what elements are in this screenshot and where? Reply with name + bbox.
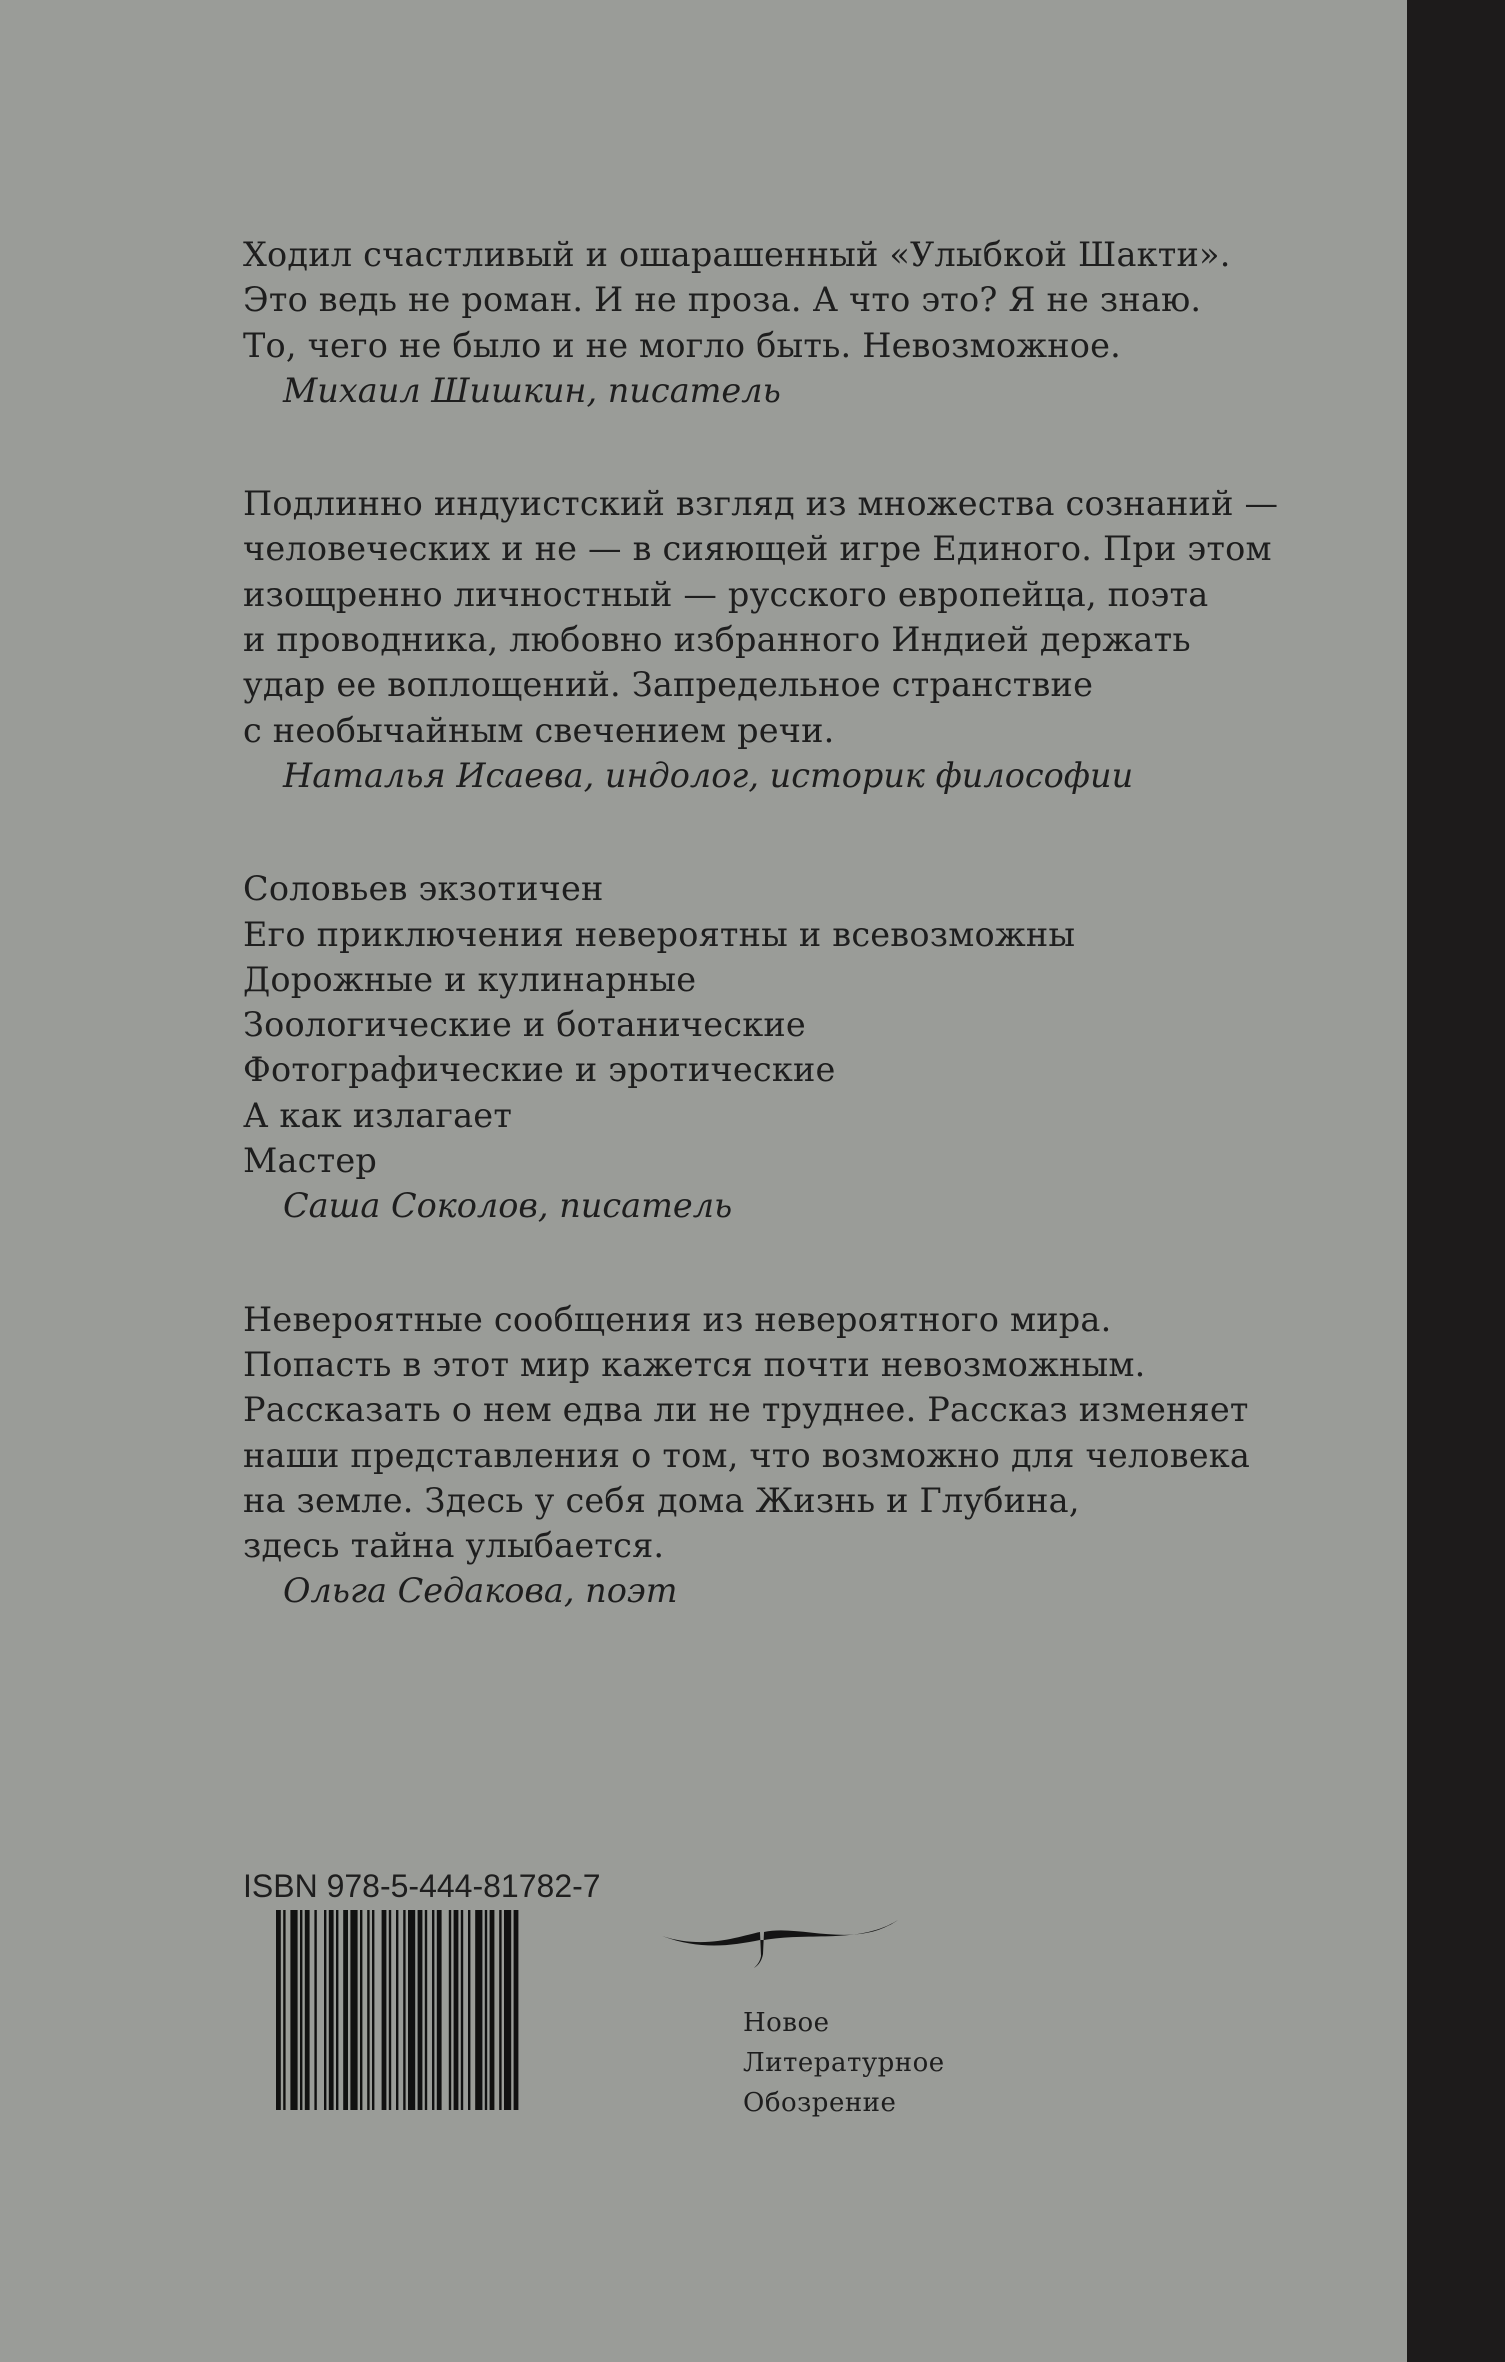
blurb-line: То, чего не было и не могло быть. Невозможное.	[243, 325, 1121, 365]
barcode-bar	[276, 1910, 281, 2110]
blurb-line: Подлинно индуистский взгляд из множества сознаний —	[243, 484, 1279, 524]
publisher-logo-icon	[660, 1910, 900, 1970]
blurb-line: на земле. Здесь у себя дома Жизнь и Глубина,	[243, 1480, 1080, 1520]
blurb-line: Ходил счастливый и ошарашенный «Улыбкой Шакти».	[243, 235, 1231, 274]
barcode-bar	[468, 1910, 470, 2110]
barcode-bar	[305, 1910, 310, 2110]
blurb-line: Соловьев экзотичен	[243, 869, 604, 909]
barcode-bar	[485, 1910, 487, 2110]
blurb-line: Зоологические и ботанические	[243, 1005, 806, 1045]
blurb-line: Рассказать о нем едва ли не труднее. Рассказ изменяет	[243, 1390, 1249, 1430]
barcode-bar	[437, 1910, 442, 2110]
barcode-bar	[300, 1910, 302, 2110]
barcode-bar	[336, 1910, 338, 2110]
barcode-bar	[396, 1910, 398, 2110]
blurb-line: человеческих и не — в сияющей игре Единого. При этом	[243, 529, 1272, 569]
barcode-bar	[475, 1910, 482, 2110]
barcode-bar	[290, 1910, 297, 2110]
barcode-bar	[408, 1910, 415, 2110]
blurb-1	[243, 232, 1363, 413]
barcode	[276, 1910, 590, 2110]
barcode-bar	[403, 1910, 405, 2110]
blurb-line: Дорожные и кулинарные	[243, 959, 697, 999]
blurbs	[243, 232, 1363, 1682]
blurb-line: Невероятные сообщения из невероятного мира.	[243, 1299, 1112, 1339]
barcode-bar	[314, 1910, 316, 2110]
barcode-bar	[418, 1910, 423, 2110]
barcode-bar	[283, 1910, 285, 2110]
barcode-bar	[389, 1910, 391, 2110]
barcode-bar	[504, 1910, 511, 2110]
blurb-3	[243, 866, 1363, 1228]
barcode-bar	[367, 1910, 369, 2110]
barcode-bar	[382, 1910, 387, 2110]
blurb-line: А как излагает	[243, 1095, 513, 1135]
blurb-line: изощренно личностный — русского европейца, поэта	[243, 574, 1209, 614]
barcode-bar	[343, 1910, 348, 2110]
blurb-line: Его приключения невероятны и всевозможны	[243, 914, 1076, 954]
barcode-bar	[454, 1910, 459, 2110]
barcode-bar	[490, 1910, 495, 2110]
blurb-line: Фотографические и эротические	[243, 1050, 836, 1090]
blurb-author: Михаил Шишкин, писатель	[283, 370, 781, 410]
barcode-bar	[425, 1910, 427, 2110]
publisher-name-line-2: Литературное	[743, 2048, 945, 2078]
blurb-4	[243, 1297, 1363, 1614]
blurb-line: Это ведь не роман. И не проза. А что это? Я не знаю.	[243, 280, 1202, 320]
barcode-bar	[461, 1910, 463, 2110]
publisher-name	[743, 2003, 945, 2123]
blurb-author: Саша Соколов, писатель	[283, 1186, 733, 1226]
blurb-line: с необычайным свечением речи.	[243, 710, 835, 750]
publisher-name-line-3: Обозрение	[743, 2088, 897, 2118]
publisher-name-line-1: Новое	[743, 2008, 830, 2038]
isbn-label: ISBN 978-5-444-81782-7	[243, 1868, 601, 1904]
barcode-bar	[449, 1910, 451, 2110]
book-spine	[1407, 0, 1505, 2362]
barcode-bar	[350, 1910, 357, 2110]
barcode-bar	[329, 1910, 334, 2110]
barcode-bar	[432, 1910, 434, 2110]
barcode-bar	[514, 1910, 519, 2110]
barcode-bar	[372, 1910, 374, 2110]
blurb-line: и проводника, любовно избранного Индией держать	[243, 620, 1191, 660]
barcode-bar	[499, 1910, 501, 2110]
blurb-line: здесь тайна улыбается.	[243, 1526, 665, 1566]
barcode-bar	[360, 1910, 362, 2110]
blurb-line: Попасть в этот мир кажется почти невозможным.	[243, 1344, 1146, 1384]
blurb-line: удар ее воплощений. Запредельное странствие	[243, 665, 1094, 705]
barcode-bar	[324, 1910, 326, 2110]
blurb-line: Мастер	[243, 1141, 378, 1181]
blurb-author: Ольга Седакова, поэт	[283, 1571, 678, 1611]
blurb-2	[243, 481, 1363, 798]
blurb-line: наши представления о том, что возможно для человека	[243, 1435, 1251, 1475]
blurb-author: Наталья Исаева, индолог, историк философии	[283, 755, 1134, 795]
